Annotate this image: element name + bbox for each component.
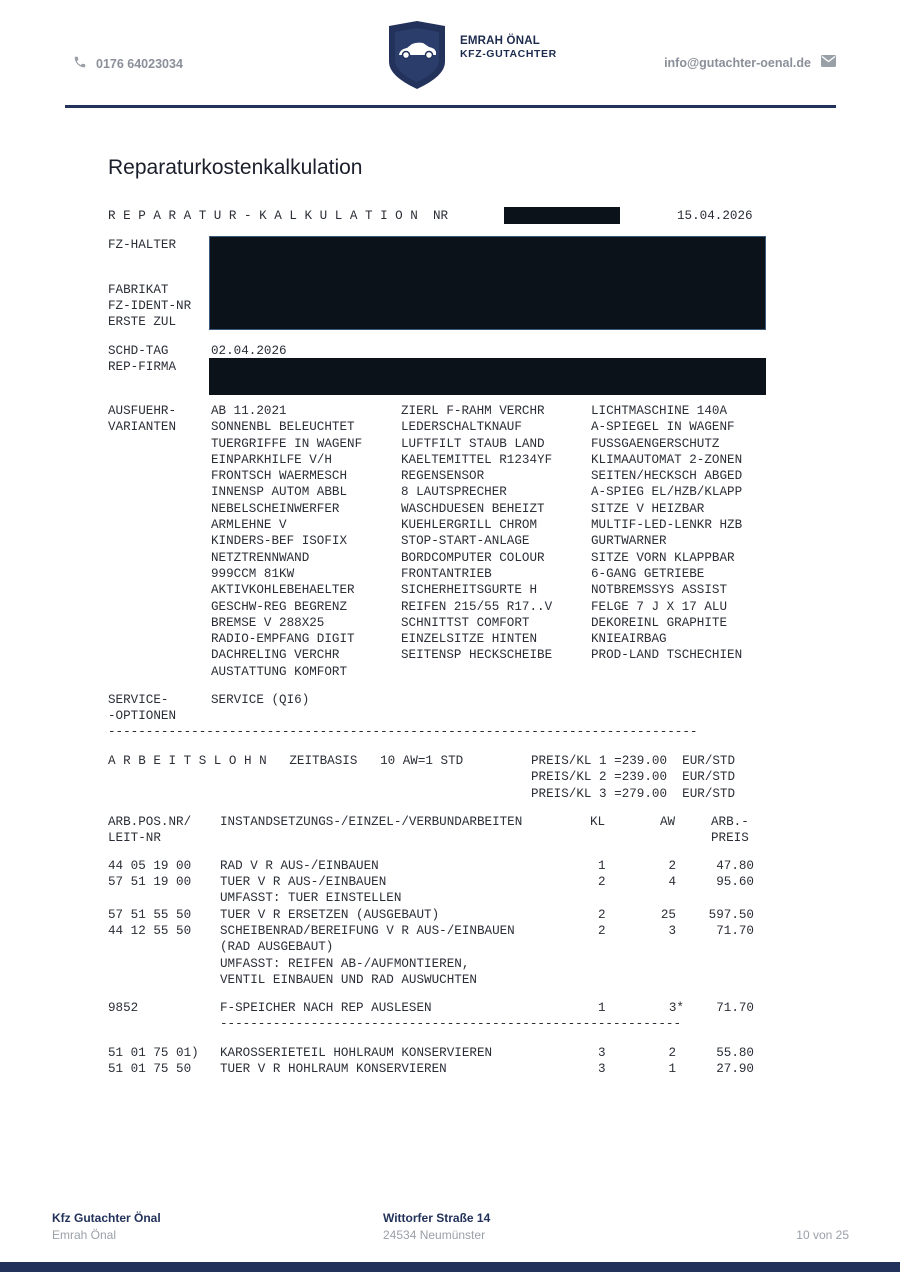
table-row-aw: 2 — [668, 1046, 676, 1060]
phone-icon — [73, 55, 87, 72]
footer-name: Emrah Önal — [52, 1228, 117, 1242]
redacted-vehicle-data — [209, 236, 766, 330]
email-address: info@gutachter-oenal.de — [664, 55, 811, 70]
label-ausfuehr: AUSFUEHR- — [108, 404, 177, 418]
footer-city: 24534 Neumünster — [383, 1228, 486, 1242]
calculation-date: 15.04.2026 — [677, 209, 753, 223]
label-service: SERVICE- — [108, 693, 169, 707]
th-desc: INSTANDSETZUNGS-/EINZEL-/VERBUNDARBEITEN — [220, 815, 523, 829]
th-kl: KL — [590, 815, 606, 829]
table-row-kl: 2 — [598, 924, 606, 938]
redacted-rep-firma — [209, 358, 766, 395]
table-row-preis: 55.80 — [716, 1046, 754, 1060]
footer-street: Wittorfer Straße 14 — [383, 1211, 491, 1225]
table-row-preis: 27.90 — [716, 1062, 754, 1076]
table-row-kl: 2 — [598, 875, 606, 889]
header-phone[interactable] — [73, 55, 183, 72]
table-row-kl: 3 — [598, 1046, 606, 1060]
page-number: 10 von 25 — [796, 1228, 849, 1242]
table-row-pos: 51 01 75 01) — [108, 1046, 199, 1060]
table-row-desc: SCHEIBENRAD/BEREIFUNG V R AUS-/EINBAUEN (RAD AUSGEBAUT) UMFASST: REIFEN AB-/AUFMONTIEREN, VENTIL EINBAUEN UND RAD AUSWUCHTEN — [220, 924, 515, 987]
table-row-aw: 2 — [668, 859, 676, 873]
phone-number: 0176 64023034 — [96, 56, 183, 71]
table-row-preis: 71.70 — [716, 924, 754, 938]
table-row-preis: 597.50 — [708, 908, 754, 922]
table-row-aw: 4 — [668, 875, 676, 889]
table-row-kl: 2 — [598, 908, 606, 922]
table-row-desc: KAROSSERIETEIL HOHLRAUM KONSERVIEREN — [220, 1046, 493, 1060]
price-per-class: PREIS/KL 1 =239.00 EUR/STD PREIS/KL 2 =239.00 EUR/STD PREIS/KL 3 =279.00 EUR/STD — [531, 754, 736, 801]
label-fz-halter: FZ-HALTER — [108, 238, 177, 252]
footer-bar — [0, 1262, 900, 1272]
table-row-aw: 25 — [660, 908, 676, 922]
table-row-pos: 51 01 75 50 — [108, 1062, 192, 1076]
redacted-calculation-number — [504, 207, 620, 224]
table-row-preis: 71.70 — [716, 1001, 754, 1015]
table-row-aw: 3 — [668, 924, 676, 938]
brand-logo — [385, 20, 449, 90]
schd-tag-value: 02.04.2026 — [211, 344, 287, 358]
table-row-pos: 9852 — [108, 1001, 139, 1015]
brand-name — [460, 35, 557, 61]
brand-title: EMRAH ÖNAL — [460, 35, 540, 47]
th-aw: AW — [660, 815, 676, 829]
table-row-desc: RAD V R AUS-/EINBAUEN — [220, 859, 379, 873]
variants-column-3: LICHTMASCHINE 140A A-SPIEGEL IN WAGENF FUSSGAENGERSCHUTZ KLIMAAUTOMAT 2-ZONEN SEITEN/HECKSCH ABGED A-SPIEG EL/HZB/KLAPP SITZE V HEIZBAR MULTIF-LED-LENKR HZB GURTWARNER SITZE VORN KLAPPBAR 6-GANG GETRIEBE NOTBREMSSYS ASSIST FELGE 7 J X 17 ALU DEKOREINL GRAPHITE KNIEAIRBAG PROD-LAND TSCHECHIEN — [591, 404, 743, 663]
calculation-heading: R E P A R A T U R - K A L K U L A T I O N NR — [108, 209, 449, 223]
section-separator: ------------------------------------------------------------------------------ — [108, 725, 698, 739]
label-schd-tag: SCHD-TAG — [108, 344, 169, 358]
table-row-aw: 1 — [668, 1062, 676, 1076]
header-email[interactable] — [664, 55, 836, 70]
table-row-kl: 3 — [598, 1062, 606, 1076]
label-varianten: VARIANTEN — [108, 420, 177, 434]
table-row-preis: 95.60 — [716, 875, 754, 889]
arbeitslohn-heading: A R B E I T S L O H N ZEITBASIS 10 AW=1 STD — [108, 754, 464, 768]
th-pos: ARB.POS.NR/ LEIT-NR — [108, 815, 192, 846]
table-row-kl: 1 — [598, 1001, 606, 1015]
footer-company: Kfz Gutachter Önal — [52, 1211, 161, 1225]
header-divider — [65, 105, 836, 108]
table-row-aw: 3* — [668, 1001, 684, 1015]
table-row-pos: 44 05 19 00 — [108, 859, 192, 873]
label-erste-zul: ERSTE ZUL — [108, 315, 177, 329]
table-row-desc: F-SPEICHER NACH REP AUSLESEN — [220, 1001, 432, 1015]
label-fz-ident-nr: FZ-IDENT-NR — [108, 299, 192, 313]
table-row-desc: TUER V R HOHLRAUM KONSERVIEREN — [220, 1062, 447, 1076]
label-rep-firma: REP-FIRMA — [108, 360, 177, 374]
variants-column-2: ZIERL F-RAHM VERCHR LEDERSCHALTKNAUF LUFTFILT STAUB LAND KAELTEMITTEL R1234YF REGENSENSOR 8 LAUTSPRECHER WASCHDUESEN BEHEIZT KUEHLERGRILL CHROM STOP-START-ANLAGE BORDCOMPUTER COLOUR FRONTANTRIEB SICHERHEITSGURTE H REIFEN 215/55 R17..V SCHNITTST COMFORT EINZELSITZE HINTEN SEITENSP HECKSCHEIBE — [401, 404, 553, 663]
brand-subtitle: KFZ-GUTACHTER — [460, 48, 557, 60]
table-row-preis: 47.80 — [716, 859, 754, 873]
service-value: SERVICE (QI6) — [211, 693, 310, 707]
table-row-desc: TUER V R AUS-/EINBAUEN UMFASST: TUER EINSTELLEN — [220, 875, 402, 906]
variants-column-1: AB 11.2021 SONNENBL BELEUCHTET TUERGRIFFE IN WAGENF EINPARKHILFE V/H FRONTSCH WAERMESCH INNENSP AUTOM ABBL NEBELSCHEINWERFER ARMLEHNE V KINDERS-BEF ISOFIX NETZTRENNWAND 999CCM 81KW AKTIVKOHLEBEHAELTER GESCHW-REG BEGRENZ BREMSE V 288X25 RADIO-EMPFANG DIGIT DACHRELING VERCHR AUSTATTUNG KOMFORT — [211, 404, 363, 679]
mail-icon — [821, 55, 836, 70]
th-preis: ARB.- PREIS — [711, 815, 749, 846]
label-fabrikat: FABRIKAT — [108, 283, 169, 297]
table-separator: ------------------------------------------------------------- — [220, 1017, 682, 1031]
table-row-pos: 57 51 19 00 — [108, 875, 192, 889]
label-optionen: -OPTIONEN — [108, 709, 177, 723]
table-row-desc: TUER V R ERSETZEN (AUSGEBAUT) — [220, 908, 440, 922]
table-row-pos: 44 12 55 50 — [108, 924, 192, 938]
table-row-kl: 1 — [598, 859, 606, 873]
table-row-pos: 57 51 55 50 — [108, 908, 192, 922]
document-title: Reparaturkostenkalkulation — [108, 156, 363, 179]
